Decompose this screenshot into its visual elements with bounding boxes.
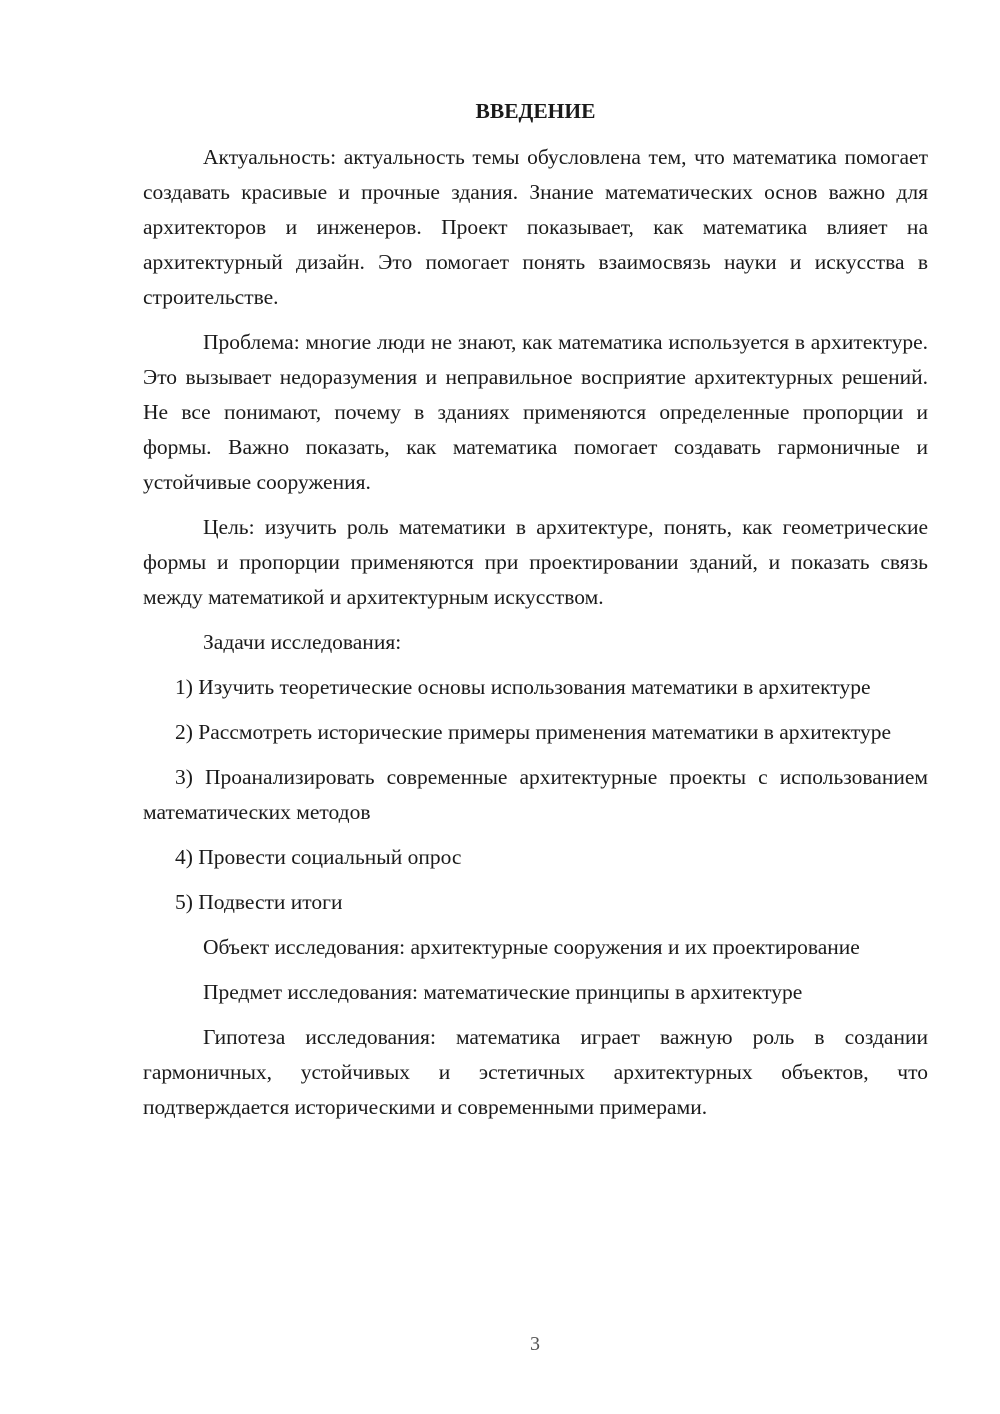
task-item-3: 3) Проанализировать современные архитектурные проекты с использованием математических методов <box>143 765 928 824</box>
paragraph-object: Объект исследования: архитектурные сооружения и их проектирование <box>203 935 860 959</box>
document-page <box>143 94 928 1135</box>
task-item-4: 4) Провести социальный опрос <box>175 845 462 869</box>
paragraph-problem: Проблема: многие люди не знают, как математика используется в архитектуре. Это вызывает недоразумения и неправильное восприятие архитектурных решений. Не все понимают, почему в зданиях применяются определенные пропорции и формы. Важно показать, как математика помогает создавать гармоничные и устойчивые сооружения. <box>143 330 928 494</box>
paragraph-relevance: Актуальность: актуальность темы обусловлена тем, что математика помогает создавать красивые и прочные здания. Знание математических основ важно для архитекторов и инженеров. Проект показывает, как математика влияет на архитектурный дизайн. Это помогает понять взаимосвязь науки и искусства в строительстве. <box>143 145 928 309</box>
task-item-5: 5) Подвести итоги <box>175 890 343 914</box>
section-title: ВВЕДЕНИЕ <box>475 99 596 123</box>
paragraph-hypothesis: Гипотеза исследования: математика играет важную роль в создании гармоничных, устойчивых и эстетичных архитектурных объектов, что подтверждается историческими и современными примерами. <box>143 1025 928 1119</box>
paragraph-subject: Предмет исследования: математические принципы в архитектуре <box>203 980 803 1004</box>
tasks-heading: Задачи исследования: <box>203 630 402 654</box>
task-item-2: 2) Рассмотреть исторические примеры применения математики в архитектуре <box>175 720 892 744</box>
paragraph-goal: Цель: изучить роль математики в архитектуре, понять, как геометрические формы и пропорции применяются при проектировании зданий, и показать связь между математикой и архитектурным искусством. <box>143 515 928 609</box>
task-item-1: 1) Изучить теоретические основы использования математики в архитектуре <box>175 675 871 699</box>
page-number: 3 <box>530 1333 540 1355</box>
